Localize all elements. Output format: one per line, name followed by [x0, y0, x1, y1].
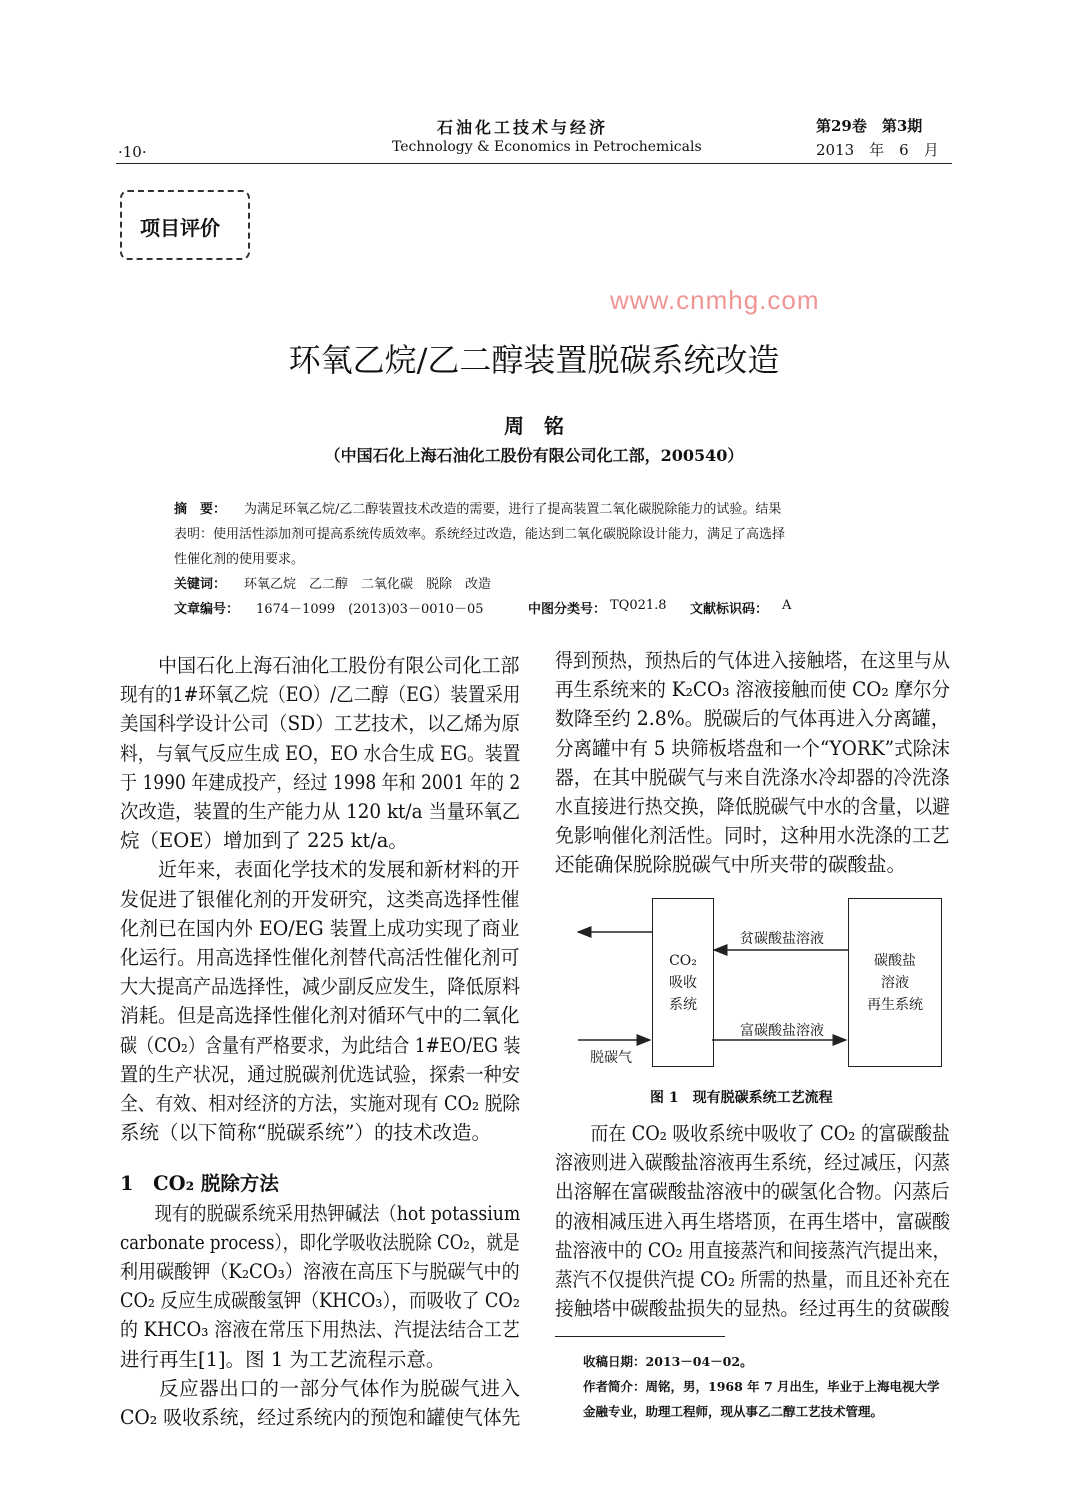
watermark: www.cnmhg.com	[610, 285, 820, 315]
text-line: 消耗。但是高选择性催化剂对循环气中的二氧化	[120, 1004, 520, 1028]
article-number: 1674－1099 (2013)03－0010－05	[256, 602, 484, 617]
abstract-label: 摘 要：	[174, 502, 227, 517]
journal-name-cn: 石油化工技术与经济	[437, 118, 609, 137]
text-line: 的液相减压进入再生塔塔顶，在再生塔中，富碳酸	[555, 1209, 950, 1233]
text-line: 全、有效、相对经济的方法，实施对现有 CO₂ 脱除	[120, 1092, 521, 1115]
article-number-label: 文章编号：	[174, 602, 240, 617]
text-line: 现有的脱碳系统采用热钾碱法（hot potassium	[154, 1201, 521, 1225]
text-line: 近年来，表面化学技术的发展和新材料的开	[158, 858, 520, 882]
affiliation: （中国石化上海石油化工股份有限公司化工部，200540）	[324, 446, 744, 465]
doc-code-label: 文献标识码：	[690, 602, 769, 617]
section-heading: 1 CO₂ 脱除方法	[120, 1172, 279, 1196]
text-line: 数降至约 2.8%。脱碳后的气体再进入分离罐，	[555, 707, 950, 731]
text-line: 水直接进行热交换，降低脱碳气中水的含量，以避	[555, 795, 950, 818]
feed-gas-label: 脱碳气	[590, 1050, 632, 1066]
text-line: 次改造，装置的生产能力从 120 kt/a 当量环氧乙	[120, 800, 521, 823]
box-text: 再生系统	[867, 996, 923, 1013]
keywords: 环氧乙烷 乙二醇 二氧化碳 脱除 改造	[244, 577, 492, 592]
author: 周 铭	[504, 414, 564, 438]
text-line: 系统（以下简称“脱碳系统”）的技术改造。	[120, 1121, 491, 1145]
text-line: 还能确保脱除脱碳气中所夹带的碳酸盐。	[555, 853, 907, 877]
text-line: 化剂已在国内外 EO/EG 装置上成功实现了商业	[120, 916, 520, 940]
text-line: 发促进了银催化剂的开发研究，这类高选择性催	[120, 887, 520, 911]
author-bio: 作者简介：周铭，男，1968 年 7 月出生，毕业于上海电视大学	[583, 1379, 940, 1394]
author-bio-cont: 金融专业，助理工程师，现从事乙二醇工艺技术管理。	[583, 1404, 884, 1419]
journal-name-en: Technology & Economics in Petrochemicals	[392, 139, 702, 155]
text-line: 进行再生[1]。图 1 为工艺流程示意。	[120, 1347, 446, 1371]
text-line: 烷（EOE）增加到了 225 kt/a。	[120, 829, 408, 853]
text-line: 料，与氧气反应生成 EO，EO 水合生成 EG。装置	[120, 741, 521, 765]
text-line: 利用碳酸钾（K₂CO₃）溶液在高压下与脱碳气中的	[120, 1260, 520, 1283]
box-text: 溶液	[881, 974, 909, 991]
text-line: 化运行。用高选择性催化剂替代高活性催化剂可	[120, 946, 520, 969]
text-line: 反应器出口的一部分气体作为脱碳气进入	[159, 1376, 520, 1400]
rich-solution-label: 富碳酸盐溶液	[740, 1023, 824, 1039]
abstract-line: 性催化剂的使用要求。	[174, 552, 305, 567]
received-date: 收稿日期：2013－04－02。	[583, 1354, 753, 1369]
text-line: 接触塔中碳酸盐损失的显热。经过再生的贫碳酸	[555, 1297, 950, 1321]
text-line: 碳（CO₂）含量有严格要求，为此结合 1#EO/EG 装	[120, 1033, 521, 1057]
lean-solution-label: 贫碳酸盐溶液	[740, 931, 824, 947]
text-line: 出溶解在富碳酸盐溶液中的碳氢化合物。闪蒸后	[555, 1180, 950, 1204]
text-line: 分离罐中有 5 块筛板塔盘和一个“YORK”式除沫	[555, 736, 950, 760]
issue-date: 2013 年 6 月	[816, 141, 939, 159]
volume-issue: 第29卷 第3期	[816, 117, 923, 135]
text-line: CO₂ 吸收系统，经过系统内的预饱和罐使气体先	[120, 1406, 521, 1429]
section-tag: 项目评价	[140, 216, 220, 240]
box-text: 吸收	[669, 974, 697, 991]
text-line: 于 1990 年建成投产，经过 1998 年和 2001 年的 2	[120, 770, 521, 794]
text-line: 大大提高产品选择性，减少副反应发生，降低原料	[120, 975, 521, 999]
text-line: 中国石化上海石油化工股份有限公司化工部	[158, 654, 520, 677]
text-line: 再生系统来的 K₂CO₃ 溶液接触而使 CO₂ 摩尔分	[555, 678, 951, 702]
text-line: 美国科学设计公司（SD）工艺技术，以乙烯为原	[120, 712, 521, 736]
text-line: 蒸汽不仅提供汽提 CO₂ 所需的热量，而且还补充在	[555, 1268, 951, 1291]
text-line: 现有的1#环氧乙烷（EO）/乙二醇（EG）装置采用	[120, 683, 521, 707]
clc-label: 中图分类号：	[528, 602, 607, 617]
text-line: 而在 CO₂ 吸收系统中吸收了 CO₂ 的富碳酸盐	[590, 1122, 950, 1145]
text-line: 器，在其中脱碳气与来自洗涤水冷却器的冷洗涤	[555, 765, 950, 789]
co2-absorption-box	[652, 898, 714, 1067]
keywords-label: 关键词：	[174, 577, 227, 592]
text-line: 得到预热，预热后的气体进入接触塔，在这里与从	[555, 649, 950, 672]
header-rule	[116, 163, 952, 164]
clc-number: TQ021.8	[610, 598, 667, 613]
footnote-rule	[555, 1336, 725, 1337]
abstract-line: 表明：使用活性添加剂可提高系统传质效率。系统经过改造，能达到二氧化碳脱除设计能力，满足了高选择	[174, 527, 786, 542]
text-line: 置的生产状况，通过脱碳剂优选试验，探索一种安	[120, 1062, 521, 1086]
doc-code: A	[782, 598, 792, 613]
text-line: 免影响催化剂活性。同时，这种用水洗涤的工艺	[555, 824, 950, 848]
text-line: CO₂ 反应生成碳酸氢钾（KHCO₃），而吸收了 CO₂	[120, 1289, 520, 1313]
text-line: carbonate process），即化学吸收法脱除 CO₂，就是	[120, 1230, 520, 1254]
box-text: 碳酸盐	[874, 952, 916, 969]
page-number: ·10·	[118, 143, 147, 161]
text-line: 的 KHCO₃ 溶液在常压下用热法、汽提法结合工艺	[120, 1318, 520, 1342]
figure-caption: 图 1 现有脱碳系统工艺流程	[650, 1090, 833, 1106]
text-line: 盐溶液中的 CO₂ 用直接蒸汽和间接蒸汽汽提出来，	[555, 1238, 951, 1262]
abstract-line: 为满足环氧乙烷/乙二醇装置技术改造的需要，进行了提高装置二氧化碳脱除能力的试验。结果	[244, 502, 782, 517]
paper-title: 环氧乙烷/乙二醇装置脱碳系统改造	[288, 341, 780, 379]
box-text: CO₂	[669, 952, 697, 969]
text-line: 溶液则进入碳酸盐溶液再生系统，经过减压，闪蒸	[555, 1151, 950, 1175]
regeneration-box	[848, 898, 942, 1067]
box-text: 系统	[669, 996, 697, 1013]
